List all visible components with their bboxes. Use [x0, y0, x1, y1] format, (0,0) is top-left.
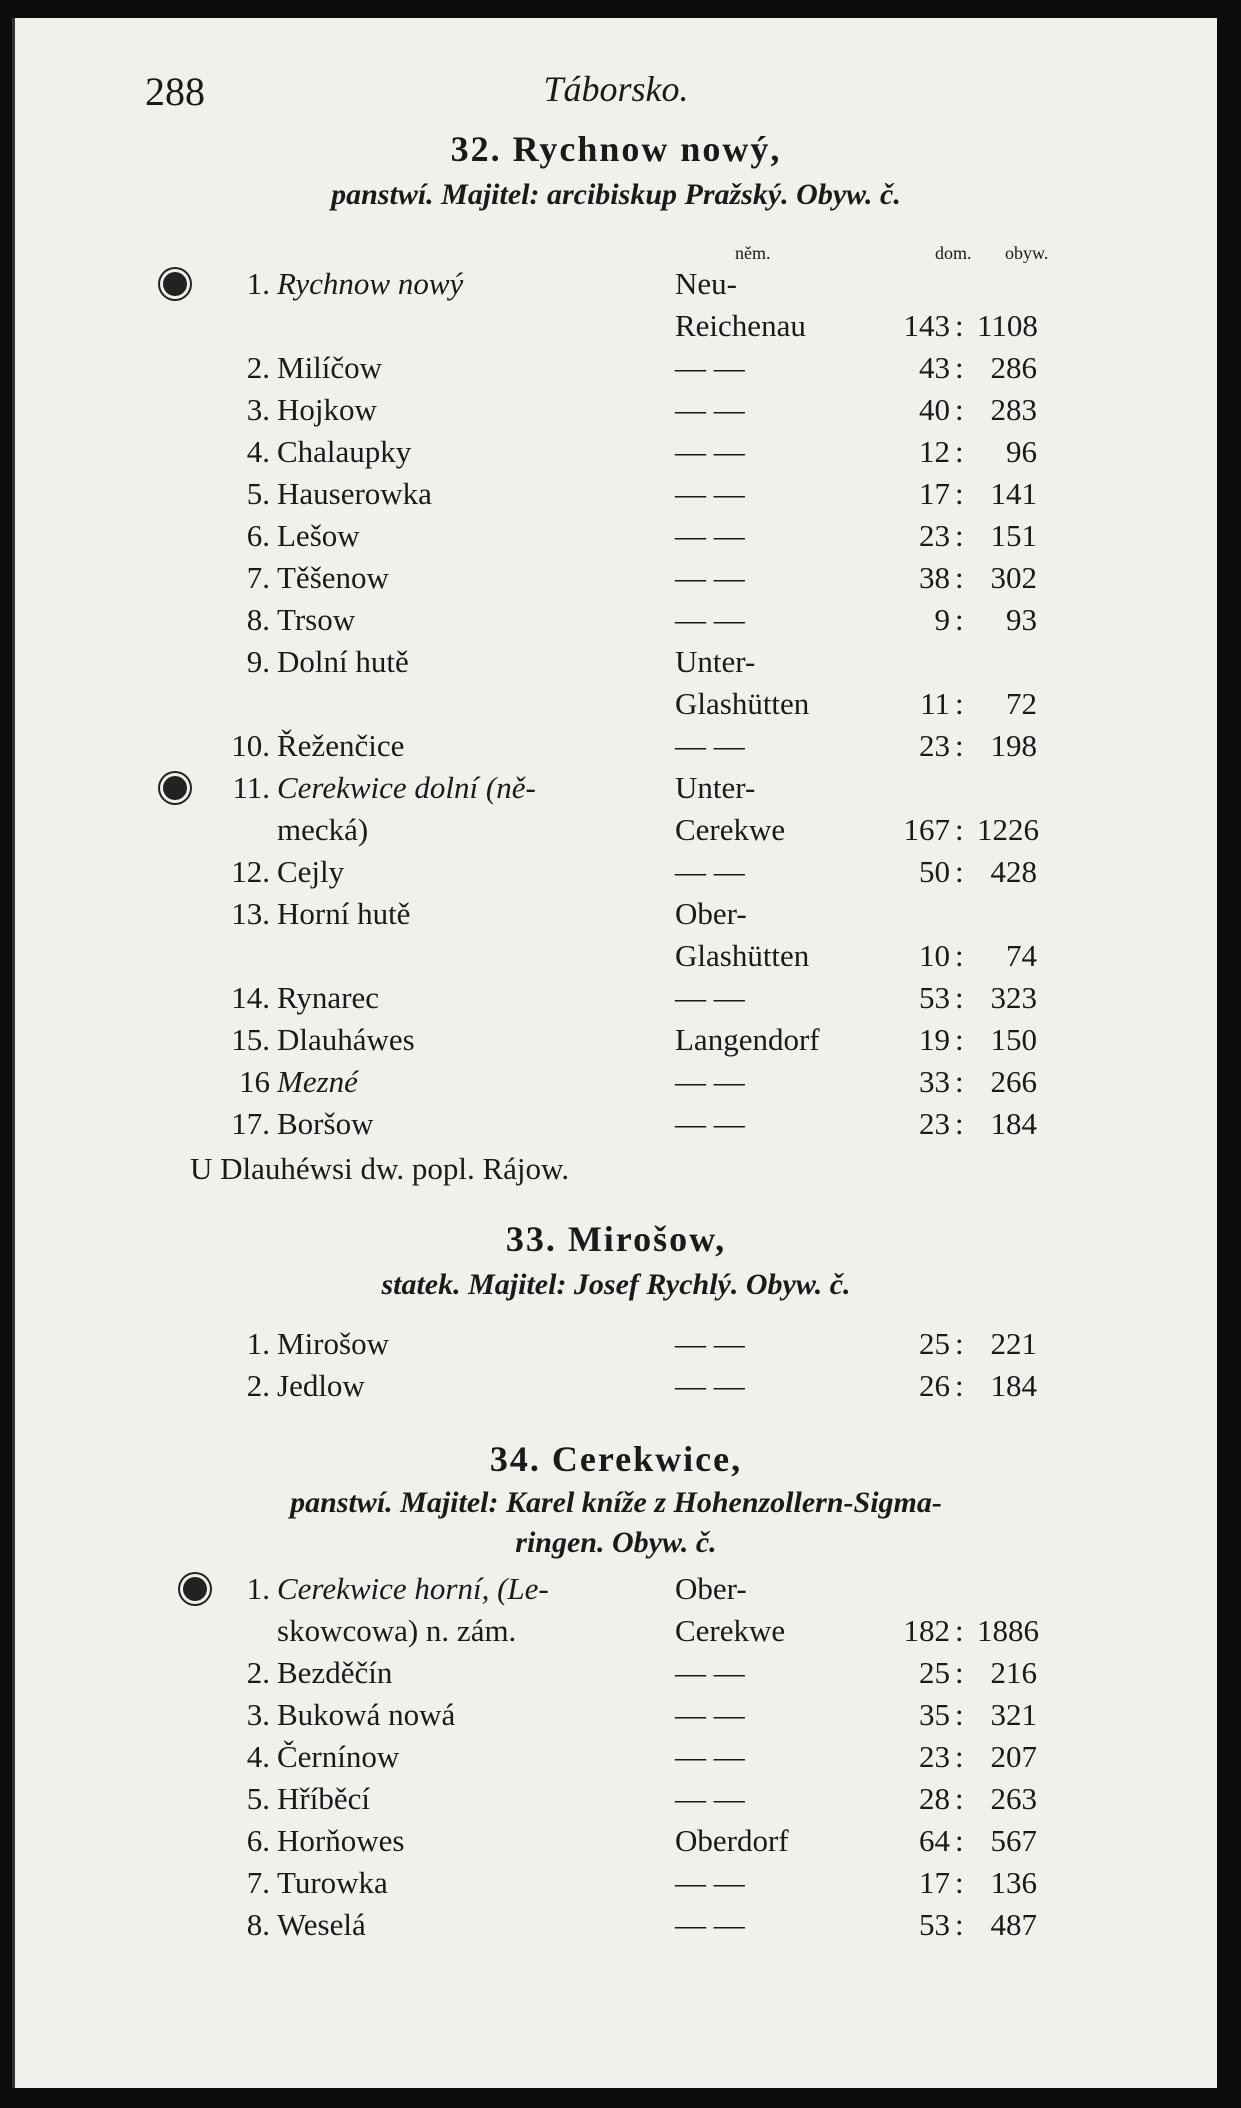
entry-number: 1. [246, 266, 270, 301]
houses-count: 43 [919, 350, 950, 385]
table-row [15, 305, 1217, 347]
separator: : [955, 1655, 964, 1690]
separator: : [955, 1781, 964, 1816]
entry-name: Boršow [277, 1106, 374, 1141]
separator: : [955, 1907, 964, 1942]
section-32-note-row [15, 1148, 1217, 1190]
section-34-subheading-2: ringen. Obyw. č. [515, 1526, 717, 1559]
entry-name: Řeženčice [277, 728, 405, 763]
houses-count: 23 [919, 518, 950, 553]
table-row [15, 1862, 1217, 1904]
houses-count: 40 [919, 392, 950, 427]
german-name: — — [675, 1781, 745, 1816]
german-name: — — [675, 434, 745, 469]
table-row [15, 683, 1217, 725]
houses-count: 11 [920, 686, 950, 721]
separator: : [955, 1106, 964, 1141]
separator: : [955, 1613, 964, 1648]
entry-number: 4. [246, 434, 270, 469]
section-32-heading: 32. Rychnow nowý, [450, 129, 782, 169]
parish-marker-icon [163, 776, 187, 800]
table-row [15, 1820, 1217, 1862]
table-row [15, 641, 1217, 683]
book-page [12, 18, 1217, 2088]
section-32-note: U Dlauhéwsi dw. popl. Rájow. [190, 1151, 570, 1186]
entry-number: 7. [246, 560, 270, 595]
table-row [15, 1019, 1217, 1061]
houses-count: 17 [919, 1865, 950, 1900]
german-name: — — [675, 602, 745, 637]
entry-number: 2. [246, 350, 270, 385]
houses-count: 17 [919, 476, 950, 511]
houses-count: 53 [919, 1907, 950, 1942]
houses-count: 23 [919, 728, 950, 763]
entry-number: 12. [231, 854, 270, 889]
houses-count: 26 [919, 1368, 950, 1403]
table-row [15, 767, 1217, 809]
entry-number: 5. [246, 476, 270, 511]
german-name: Ober- [675, 896, 747, 931]
entry-name: mecká) [277, 812, 369, 847]
entry-number: 16 [239, 1064, 270, 1099]
inhabitants-count: 1108 [977, 308, 1038, 343]
entry-number: 17. [231, 1106, 270, 1141]
entry-name: Černínow [277, 1739, 400, 1774]
inhabitants-count: 266 [990, 1064, 1037, 1099]
entry-number: 14. [231, 980, 270, 1015]
german-name: — — [675, 980, 745, 1015]
table-row [15, 809, 1217, 851]
entry-name: Bezděčín [277, 1655, 393, 1690]
separator: : [955, 560, 964, 595]
german-name: — — [675, 1697, 745, 1732]
german-name: Langendorf [675, 1022, 820, 1057]
entry-name: Hauserowka [277, 476, 432, 511]
houses-count: 182 [903, 1613, 950, 1648]
inhabitants-count: 72 [1006, 686, 1037, 721]
houses-count: 9 [934, 602, 950, 637]
houses-count: 35 [919, 1697, 950, 1732]
col-header-german: něm. [735, 243, 771, 263]
separator: : [955, 602, 964, 637]
german-name: — — [675, 392, 745, 427]
inhabitants-count: 263 [990, 1781, 1037, 1816]
german-name: Unter- [675, 770, 756, 805]
houses-count: 19 [919, 1022, 950, 1057]
separator: : [955, 1823, 964, 1858]
entry-name: Dolní hutě [277, 644, 409, 679]
separator: : [955, 1022, 964, 1057]
german-name: — — [675, 1865, 745, 1900]
entry-name: Rynarec [277, 980, 380, 1015]
separator: : [955, 938, 964, 973]
table-row [15, 1061, 1217, 1103]
table-row [15, 599, 1217, 641]
table-row [15, 851, 1217, 893]
separator: : [955, 1697, 964, 1732]
separator: : [955, 980, 964, 1015]
german-name: Oberdorf [675, 1823, 789, 1858]
german-name: — — [675, 1655, 745, 1690]
page-number: 288 [145, 69, 205, 114]
table-row [15, 263, 1217, 305]
entry-name: Cejly [277, 854, 345, 889]
houses-count: 33 [919, 1064, 950, 1099]
separator: : [955, 434, 964, 469]
inhabitants-count: 302 [990, 560, 1037, 595]
table-row [15, 1904, 1217, 1946]
table-row [15, 1652, 1217, 1694]
entry-name: Bukowá nowá [277, 1697, 456, 1732]
german-name: Cerekwe [675, 812, 786, 847]
houses-count: 143 [903, 308, 950, 343]
entry-number: 3. [246, 392, 270, 427]
separator: : [955, 476, 964, 511]
table-row [15, 1103, 1217, 1145]
table-row [15, 977, 1217, 1019]
german-name: Glashütten [675, 686, 810, 721]
entry-name: Horní hutě [277, 896, 411, 931]
entry-number: 9. [246, 644, 270, 679]
entry-number: 4. [246, 1739, 270, 1774]
table-row [15, 1778, 1217, 1820]
section-32-subheading: panstwí. Majitel: arcibiskup Pražský. Obyw. č. [331, 178, 901, 211]
inhabitants-count: 184 [990, 1368, 1037, 1403]
separator: : [955, 1064, 964, 1099]
entry-number: 7. [246, 1865, 270, 1900]
separator: : [955, 1739, 964, 1774]
separator: : [955, 854, 964, 889]
german-name: Glashütten [675, 938, 810, 973]
german-name: Reichenau [675, 308, 806, 343]
entry-number: 6. [246, 518, 270, 553]
table-row [15, 515, 1217, 557]
houses-count: 50 [919, 854, 950, 889]
table-row [15, 1736, 1217, 1778]
inhabitants-count: 1226 [977, 812, 1039, 847]
inhabitants-count: 567 [990, 1823, 1037, 1858]
entry-number: 6. [246, 1823, 270, 1858]
houses-count: 53 [919, 980, 950, 1015]
german-name: Neu- [675, 266, 737, 301]
inhabitants-count: 283 [990, 392, 1037, 427]
entry-name: Hříběcí [277, 1781, 370, 1816]
entry-name: Cerekwice dolní (ně- [277, 770, 536, 805]
separator: : [955, 1368, 964, 1403]
entry-number: 1. [246, 1326, 270, 1361]
houses-count: 167 [903, 812, 950, 847]
entry-name: Turowka [277, 1865, 388, 1900]
houses-count: 38 [919, 560, 950, 595]
houses-count: 25 [919, 1655, 950, 1690]
inhabitants-count: 221 [990, 1326, 1037, 1361]
entry-name: Rychnow nowý [277, 266, 464, 301]
german-name: — — [675, 518, 745, 553]
entry-name: Dlauháwes [277, 1022, 415, 1057]
separator: : [955, 686, 964, 721]
inhabitants-count: 96 [1006, 434, 1037, 469]
table-row [15, 473, 1217, 515]
entry-number: 5. [246, 1781, 270, 1816]
houses-count: 12 [919, 434, 950, 469]
parish-marker-icon [183, 1577, 207, 1601]
german-name: Unter- [675, 644, 756, 679]
inhabitants-count: 323 [990, 980, 1037, 1015]
inhabitants-count: 150 [990, 1022, 1037, 1057]
table-row [15, 347, 1217, 389]
german-name: Ober- [675, 1571, 747, 1606]
entry-number: 8. [246, 1907, 270, 1942]
table-row [15, 1365, 1217, 1407]
separator: : [955, 308, 964, 343]
separator: : [955, 1326, 964, 1361]
entry-name: Lešow [277, 518, 360, 553]
running-head [15, 68, 1217, 118]
entry-name: Weselá [277, 1907, 366, 1942]
separator: : [955, 1865, 964, 1900]
entry-name: Chalaupky [277, 434, 412, 469]
entry-number: 1. [246, 1571, 270, 1606]
german-name: Cerekwe [675, 1613, 786, 1648]
inhabitants-count: 93 [1006, 602, 1037, 637]
table-row [15, 935, 1217, 977]
entry-name: Hojkow [277, 392, 377, 427]
table-row [15, 1694, 1217, 1736]
separator: : [955, 728, 964, 763]
german-name: — — [675, 1326, 745, 1361]
german-name: — — [675, 560, 745, 595]
table-row [15, 1568, 1217, 1610]
houses-count: 10 [919, 938, 950, 973]
parish-marker-icon [163, 272, 187, 296]
german-name: — — [675, 854, 745, 889]
houses-count: 25 [919, 1326, 950, 1361]
german-name: — — [675, 1106, 745, 1141]
separator: : [955, 392, 964, 427]
inhabitants-count: 198 [990, 728, 1037, 763]
inhabitants-count: 184 [990, 1106, 1037, 1141]
entry-number: 13. [231, 896, 270, 931]
entry-number: 2. [246, 1368, 270, 1403]
table-row [15, 893, 1217, 935]
inhabitants-count: 216 [990, 1655, 1037, 1690]
entry-number: 10. [231, 728, 270, 763]
separator: : [955, 350, 964, 385]
german-name: — — [675, 476, 745, 511]
entry-name: Mezné [277, 1064, 358, 1099]
table-row [15, 1323, 1217, 1365]
inhabitants-count: 207 [990, 1739, 1037, 1774]
german-name: — — [675, 350, 745, 385]
entry-name: Milíčow [277, 350, 383, 385]
entry-name: Jedlow [277, 1368, 365, 1403]
inhabitants-count: 487 [990, 1907, 1037, 1942]
table-row [15, 1610, 1217, 1652]
col-header-inh: obyw. [1005, 243, 1049, 263]
inhabitants-count: 1886 [977, 1613, 1039, 1648]
inhabitants-count: 428 [990, 854, 1037, 889]
inhabitants-count: 141 [990, 476, 1037, 511]
table-row [15, 389, 1217, 431]
entry-name: Trsow [277, 602, 356, 637]
entry-name: Horňowes [277, 1823, 405, 1858]
german-name: — — [675, 1907, 745, 1942]
section-33-heading: 33. Mirošow, [505, 1219, 727, 1259]
inhabitants-count: 286 [990, 350, 1037, 385]
inhabitants-count: 74 [1006, 938, 1037, 973]
entry-number: 3. [246, 1697, 270, 1732]
section-33-subheading: statek. Majitel: Josef Rychlý. Obyw. č. [381, 1268, 851, 1301]
german-name: — — [675, 728, 745, 763]
houses-count: 64 [919, 1823, 950, 1858]
running-title: Táborsko. [543, 69, 689, 109]
entry-number: 15. [231, 1022, 270, 1057]
section-34-subheading-1: panstwí. Majitel: Karel kníže z Hohenzollern-Sigma- [290, 1486, 942, 1519]
table-row [15, 431, 1217, 473]
houses-count: 23 [919, 1106, 950, 1141]
entry-name: Těšenow [277, 560, 389, 595]
entry-name: skowcowa) n. zám. [277, 1613, 517, 1648]
separator: : [955, 518, 964, 553]
houses-count: 28 [919, 1781, 950, 1816]
entry-number: 2. [246, 1655, 270, 1690]
inhabitants-count: 136 [990, 1865, 1037, 1900]
entry-number: 11. [232, 770, 270, 805]
separator: : [955, 812, 964, 847]
table-row [15, 725, 1217, 767]
german-name: — — [675, 1739, 745, 1774]
inhabitants-count: 321 [990, 1697, 1037, 1732]
inhabitants-count: 151 [990, 518, 1037, 553]
col-header-dom: dom. [935, 243, 972, 263]
houses-count: 23 [919, 1739, 950, 1774]
section-34-heading: 34. Cerekwice, [489, 1439, 743, 1479]
entry-name: Mirošow [277, 1326, 389, 1361]
entry-number: 8. [246, 602, 270, 637]
table-row [15, 557, 1217, 599]
entry-name: Cerekwice horní, (Le- [277, 1571, 549, 1606]
german-name: — — [675, 1064, 745, 1099]
german-name: — — [675, 1368, 745, 1403]
